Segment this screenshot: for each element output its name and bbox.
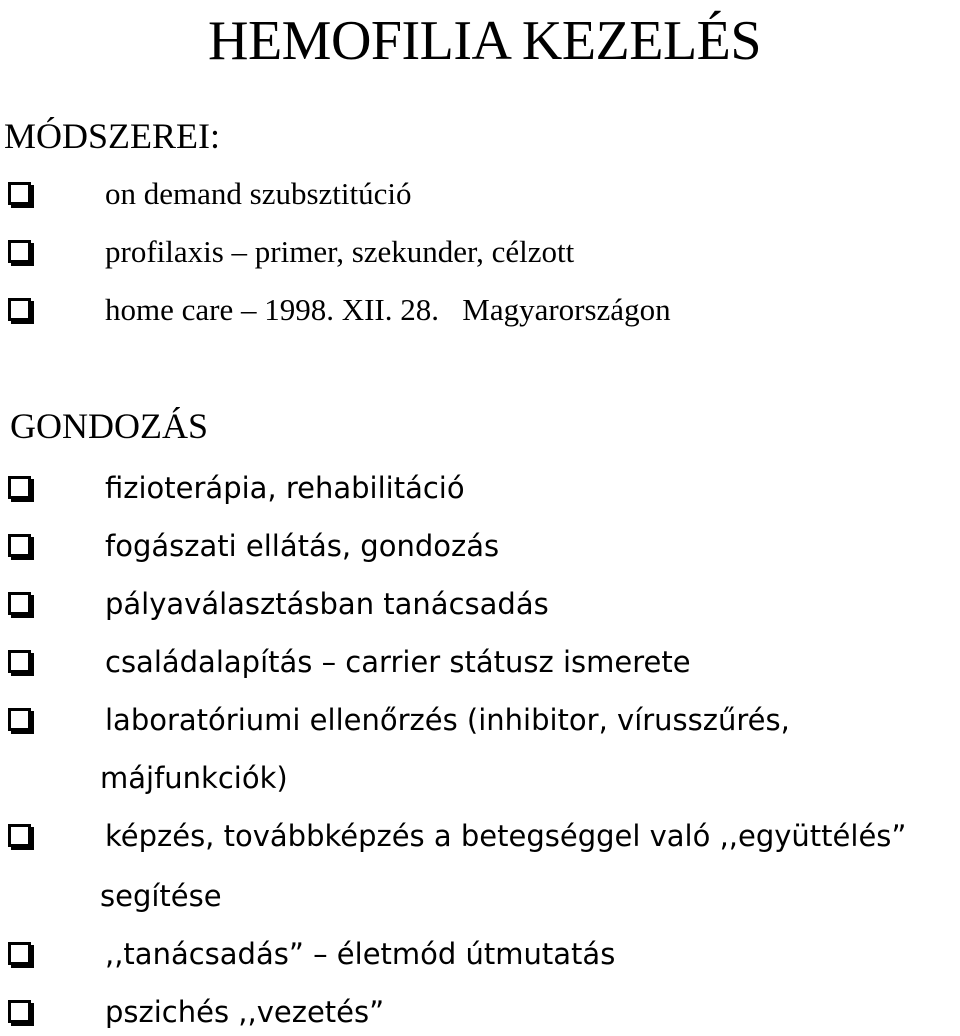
- list-item: [0, 990, 960, 1036]
- list-item-text: fogászati ellátás, gondozás: [105, 529, 500, 563]
- list-item-text: profilaxis – primer, szekunder, célzott: [105, 234, 575, 269]
- list-item: [0, 230, 960, 276]
- checkbox-bullet-icon: [8, 240, 31, 263]
- checkbox-bullet-icon: [8, 476, 31, 499]
- checkbox-bullet-icon: [8, 942, 31, 965]
- list-item-text: képzés, továbbképzés a betegséggel való ,,együttélés”: [105, 819, 907, 853]
- list-item-continuation: segítése: [100, 879, 222, 913]
- checkbox-bullet-icon: [8, 824, 31, 847]
- list-item-text: pályaválasztásban tanácsadás: [105, 587, 549, 621]
- checkbox-bullet-icon: [8, 708, 31, 731]
- list-item-text: pszichés ,,vezetés”: [105, 995, 385, 1029]
- list-item: [0, 172, 960, 218]
- list-item-text: home care – 1998. XII. 28. Magyarországon: [105, 292, 671, 327]
- list-item: [0, 524, 960, 570]
- checkbox-bullet-icon: [8, 1000, 31, 1023]
- list-item: [0, 640, 960, 686]
- list-item: [0, 698, 960, 744]
- methods-heading: MÓDSZEREI:: [4, 116, 220, 156]
- list-item-text: családalapítás – carrier státusz ismerete: [105, 645, 691, 679]
- list-item-continuation: májfunkciók): [100, 761, 288, 795]
- checkbox-bullet-icon: [8, 534, 31, 557]
- list-item: [0, 932, 960, 978]
- page-title: HEMOFILIA KEZELÉS: [208, 10, 762, 72]
- list-item: [0, 582, 960, 628]
- list-item-text: ,,tanácsadás” – életmód útmutatás: [105, 937, 616, 971]
- care-heading: GONDOZÁS: [10, 406, 208, 446]
- list-item-text: laboratóriumi ellenőrzés (inhibitor, vírusszűrés,: [105, 703, 790, 737]
- checkbox-bullet-icon: [8, 592, 31, 615]
- list-item: [0, 466, 960, 512]
- list-item-text: fizioterápia, rehabilitáció: [105, 471, 465, 505]
- list-item: [0, 288, 960, 334]
- checkbox-bullet-icon: [8, 298, 31, 321]
- list-item-text: on demand szubsztitúció: [105, 176, 412, 211]
- list-item: [0, 814, 960, 860]
- checkbox-bullet-icon: [8, 182, 31, 205]
- checkbox-bullet-icon: [8, 650, 31, 673]
